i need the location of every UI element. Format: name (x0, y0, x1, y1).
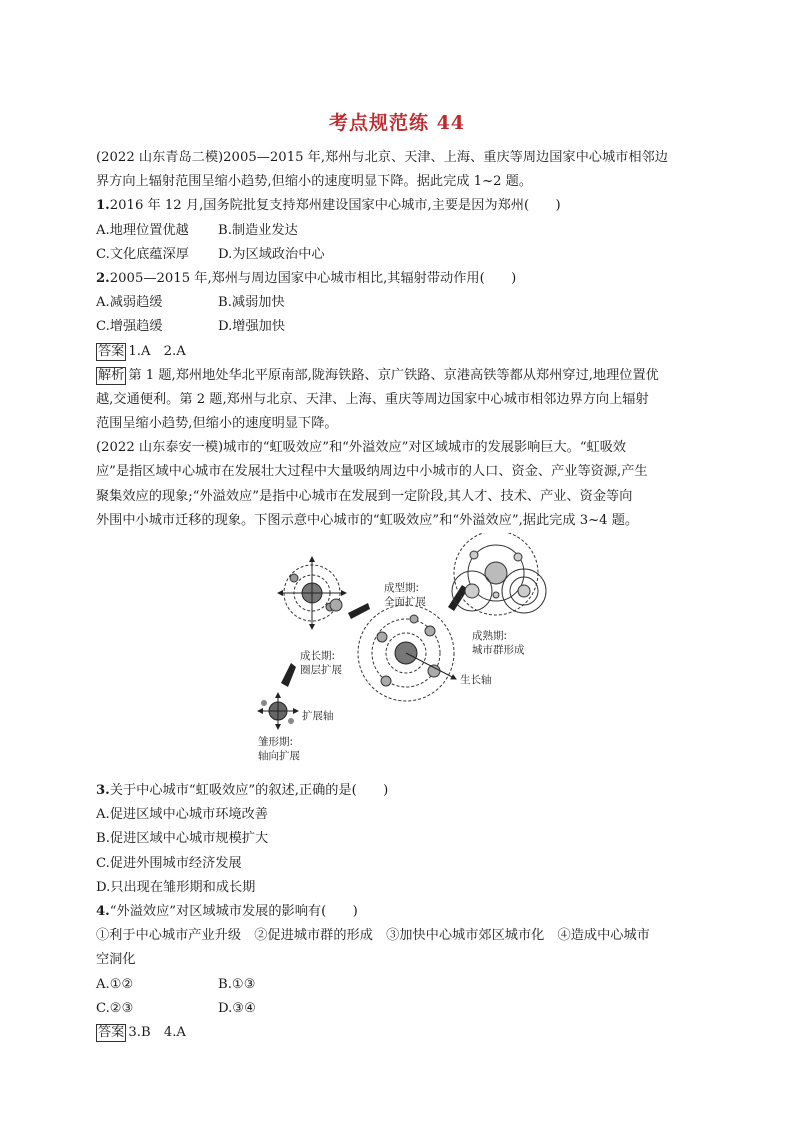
arrow-embryo-to-growth (281, 663, 296, 687)
label-growth-axis: 生长轴 (460, 674, 492, 686)
question-4-option-d[interactable]: D.③④ (218, 1000, 256, 1016)
stage-embryo-cluster (258, 693, 298, 729)
label-growth: 成长期: (300, 650, 336, 662)
question-3-option-b[interactable]: B.促进区域中心城市规模扩大 (96, 831, 269, 847)
intro-2-line-1: (2022 山东泰安一模)城市的“虹吸效应”和“外溢效应”对区域城市的发展影响巨大。“虹吸效 (96, 440, 627, 456)
arrow-growth-to-form (348, 603, 370, 619)
label-embryo: 雏形期: (258, 736, 294, 748)
intro-1-line-2: 界方向上辐射范围呈缩小趋势,但缩小的速度明显下降。据此完成 1~2 题。 (96, 174, 533, 190)
answer-1-text: 1.A 2.A (128, 343, 186, 359)
question-2-stem: 2005—2015 年,郑州与周边国家中心城市相比,其辐射带动作用( ) (109, 270, 517, 286)
question-2-option-c[interactable]: C.增强趋缓 (96, 319, 163, 335)
question-4-option-b[interactable]: B.①③ (218, 976, 256, 992)
question-1-option-a[interactable]: A.地理位置优越 (96, 222, 189, 238)
question-2-option-b[interactable]: B.减弱加快 (218, 295, 285, 311)
question-4-options-row-2 (96, 997, 696, 1021)
question-3-stem: 关于中心城市“虹吸效应”的叙述,正确的是( ) (109, 783, 389, 798)
question-2-option-a[interactable]: A.减弱趋缓 (96, 295, 163, 311)
stage-growth-cluster (278, 557, 346, 629)
question-1-option-d[interactable]: D.为区域政治中心 (218, 246, 325, 262)
document-body (96, 146, 696, 1045)
answer-2-tag: 答案 (98, 1024, 125, 1040)
question-1-option-c[interactable]: C.文化底蕴深厚 (96, 246, 189, 262)
question-4-option-c[interactable]: C.②③ (96, 1000, 134, 1016)
intro-2-line-2: 应”是指区域中心城市在发展壮大过程中大量吸纳周边中小城市的人口、资金、产业等资源,产生 (96, 464, 648, 480)
question-1-number: 1. (96, 198, 110, 214)
intro-2-line-3: 聚集效应的现象;“外溢效应”是指中心城市在发展到一定阶段,其人才、技术、产业、资金等向 (96, 488, 633, 504)
question-2-options-row-2 (96, 315, 696, 339)
city-effect-diagram-svg (96, 533, 696, 779)
question-4-number: 4. (96, 903, 110, 919)
question-2 (96, 267, 696, 291)
answer-1 (96, 340, 696, 364)
stage-form-cluster (358, 605, 456, 701)
label-form: 成型期: (384, 582, 420, 594)
intro-1-line-1: (2022 山东青岛二模)2005—2015 年,郑州与北京、天津、上海、重庆等周边国家中心城市相邻边 (96, 150, 668, 165)
label-form-2: 全面扩展 (384, 596, 426, 608)
question-4-stem: “外溢效应”对区域城市发展的影响有( ) (109, 903, 358, 919)
question-1-stem: 2016 年 12 月,国务院批复支持郑州建设国家中心城市,主要是因为郑州( ) (109, 198, 561, 214)
question-2-options-row-1 (96, 291, 696, 315)
question-4-options-row-1 (96, 973, 696, 997)
question-4-items-line-1: ①利于中心城市产业升级 ②促进城市群的形成 ③加快中心城市郊区城市化 ④造成中心城市 (96, 928, 650, 944)
analysis-1-line-2: 越,交通便利。第 2 题,郑州与北京、天津、上海、重庆等周边国家中心城市相邻边界方向上辐射 (96, 391, 649, 407)
question-3-option-c[interactable]: C.促进外围城市经济发展 (96, 855, 242, 871)
question-1-option-b[interactable]: B.制造业发达 (218, 222, 298, 238)
question-2-option-d[interactable]: D.增强加快 (218, 319, 286, 335)
question-4 (96, 900, 696, 924)
analysis-1-line-1 (96, 364, 696, 388)
answer-2-text: 3.B 4.A (128, 1024, 186, 1040)
stage-mature-cluster (452, 533, 546, 615)
question-3-option-a[interactable]: A.促进区域中心城市环境改善 (96, 807, 268, 823)
question-3 (96, 779, 696, 803)
answer-2 (96, 1021, 696, 1045)
analysis-1-text-1: 第 1 题,郑州地处华北平原南部,陇海铁路、京广铁路、京港高铁等都从郑州穿过,地理位置优 (128, 367, 659, 383)
question-3-option-d[interactable]: D.只出现在雏形期和成长期 (96, 879, 256, 895)
page-title: 考点规范练 44 (328, 112, 466, 134)
intro-2-line-4: 外围中小城市迁移的现象。下图示意中心城市的“虹吸效应”和“外溢效应”,据此完成 3~4 题。 (96, 512, 639, 528)
answer-tag: 答案 (98, 343, 125, 359)
label-growth-2: 圈层扩展 (300, 664, 342, 676)
city-effect-diagram (96, 533, 696, 779)
question-1-options-row-1 (96, 219, 696, 243)
question-2-number: 2. (96, 270, 110, 286)
analysis-1-line-3: 范围呈缩小趋势,但缩小的速度明显下降。 (96, 416, 338, 432)
question-3-number: 3. (96, 783, 110, 798)
question-1-options-row-2 (96, 243, 696, 267)
question-1 (96, 194, 696, 218)
question-4-items-line-2: 空洞化 (96, 952, 136, 968)
label-mature-2: 城市群形成 (472, 644, 525, 656)
label-axis: 扩展轴 (302, 710, 334, 722)
label-mature: 成熟期: (472, 630, 508, 642)
analysis-tag: 解析 (98, 367, 125, 383)
label-embryo-2: 轴向扩展 (258, 750, 300, 762)
question-4-option-a[interactable]: A.①② (96, 976, 134, 992)
